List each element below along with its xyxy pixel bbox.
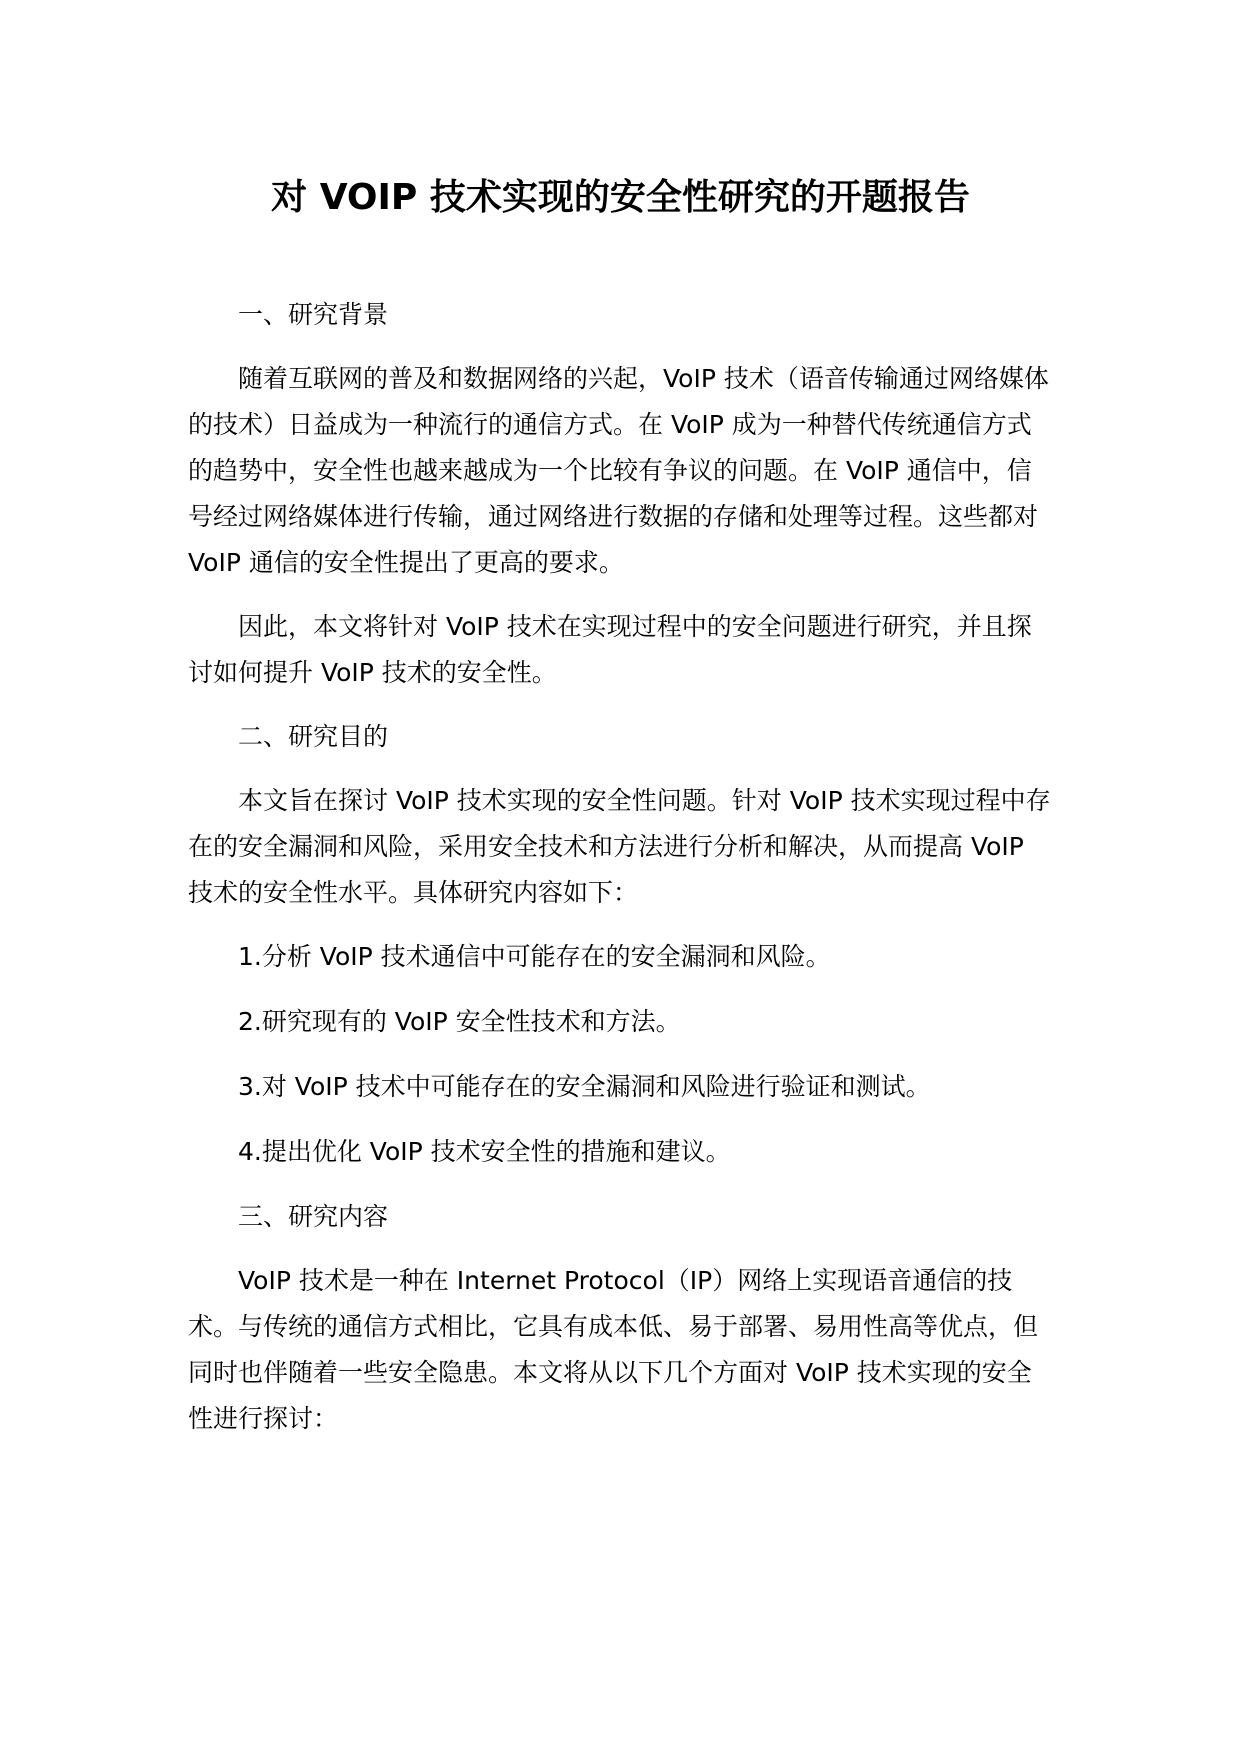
section-heading-background: 一、研究背景 bbox=[238, 300, 389, 329]
paragraph: 因此，本文将针对 VoIP 技术在实现过程中的安全问题进行研究，并且探讨如何提升 VoIP 技术的安全性。 bbox=[188, 612, 1032, 687]
paragraph: 随着互联网的普及和数据网络的兴起，VoIP 技术（语音传输通过网络媒体的技术）日益成为一种流行的通信方式。在 VoIP 成为一种替代传统通信方式的趋势中，安全性也越来越成为一个比较有争议的问题。在 VoIP 通信中，信号经过网络媒体进行传输，通过网络进行数据的存储和处理等过程。这些都对 VoIP 通信的安全性提出了更高的要求。 bbox=[188, 364, 1049, 577]
list-item: 3.对 VoIP 技术中可能存在的安全漏洞和风险进行验证和测试。 bbox=[238, 1072, 931, 1101]
paragraph: VoIP 技术是一种在 Internet Protocol（IP）网络上实现语音通信的技术。与传统的通信方式相比，它具有成本低、易于部署、易用性高等优点，但同时也伴随着一些安全隐患。本文将从以下几个方面对 VoIP 技术实现的安全性进行探讨： bbox=[188, 1266, 1039, 1433]
list-item: 1.分析 VoIP 技术通信中可能存在的安全漏洞和风险。 bbox=[238, 942, 831, 971]
document-body bbox=[188, 292, 1054, 1460]
list-item: 2.研究现有的 VoIP 安全性技术和方法。 bbox=[238, 1007, 681, 1036]
section-heading-content: 三、研究内容 bbox=[238, 1202, 389, 1231]
section-heading-purpose: 二、研究目的 bbox=[238, 722, 389, 751]
paragraph: 本文旨在探讨 VoIP 技术实现的安全性问题。针对 VoIP 技术实现过程中存在的安全漏洞和风险，采用安全技术和方法进行分析和解决，从而提高 VoIP 技术的安全性水平。具体研究内容如下： bbox=[188, 786, 1051, 907]
list-item: 4.提出优化 VoIP 技术安全性的措施和建议。 bbox=[238, 1137, 731, 1166]
document-title: 对 VOIP 技术实现的安全性研究的开题报告 bbox=[271, 177, 970, 218]
